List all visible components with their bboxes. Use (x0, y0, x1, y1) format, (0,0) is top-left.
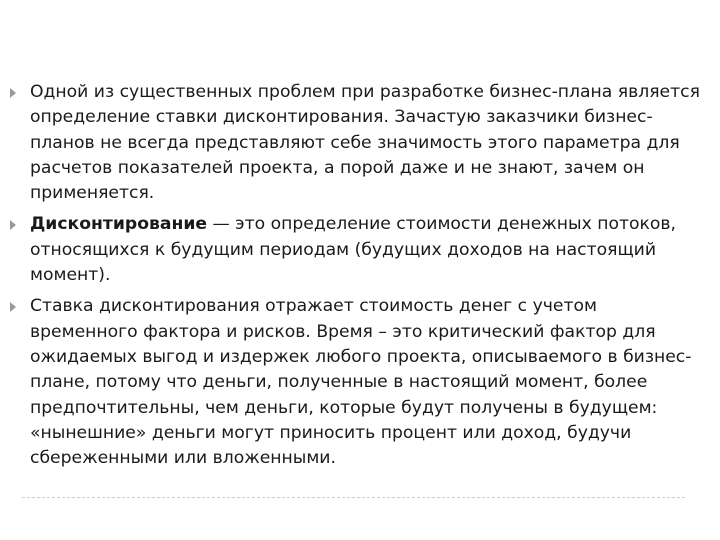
bullet-item (10, 80, 710, 206)
triangle-bullet-icon (10, 220, 16, 230)
bullet-text: Ставка дисконтирования отражает стоимость денег с учетом временного фактора и рисков. Время – это критический фактор для ожидаемых выгод и издержек любого проекта, описываемого в бизнес-плане, потому что деньги, полученные в настоящий момент, более предпочтительны, чем деньги, которые будут получены в будущем: «нынешние» деньги могут приносить процент или доход, будучи сбереженными или вложенными. (30, 296, 692, 469)
triangle-bullet-icon (10, 302, 16, 312)
bullet-term: Дисконтирование (30, 214, 208, 235)
bullet-item (10, 294, 710, 471)
footer-divider (22, 497, 685, 498)
bullet-text: Одной из существенных проблем при разработке бизнес-плана является определение ставки дисконтирования. Зачастую заказчики бизнес-планов не всегда представляют себе значимость этого параметра для расчетов показателей проекта, а порой даже и не знают, зачем он применяется. (30, 82, 700, 204)
bullet-list (10, 80, 710, 477)
triangle-bullet-icon (10, 88, 16, 98)
bullet-item (10, 212, 710, 288)
bullet-text: — это определение стоимости денежных потоков, относящихся к будущим периодам (будущих доходов на настоящий момент). (30, 214, 676, 286)
